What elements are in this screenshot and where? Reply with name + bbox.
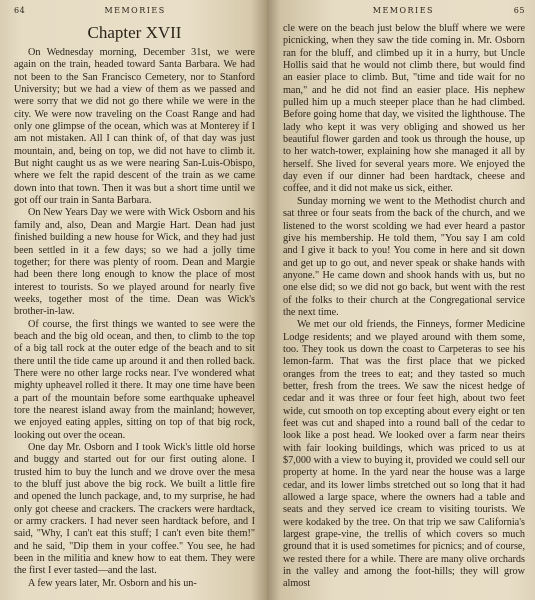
right-page-number: 65: [513, 6, 525, 15]
left-page-text: [14, 47, 255, 590]
left-running-head-spacer: [245, 6, 255, 15]
paragraph: cle were on the beach just below the bluff where we were picnicking, when they saw the tide coming in. Mr. Osborn ran for the bluff, and climbed up it in a hurry, but Uncle Hollis said that he would not climb there, but would find an easier place to climb. But, "time and tide wait for no man," and he did not find an easier place. His nephew pulled him up a much steeper place than he had climbed. Before going home that day, we visited the lighthouse. The lady who kept it was very obliging and showed us her beautiful flower garden and took us through the house, up to her watch-tower, explaining how she managed it all by herself. She lived for several years more. We enjoyed the day even if our dinner had been hardtack, cheese and coffee, and it did not make us sick, either.: [283, 23, 525, 195]
paragraph: Sunday morning we went to the Methodist church and sat three or four seats from the back of the church, and we listened to the worst scolding we had ever heard a pastor give his membership. He told them, "You say I am cold and I give it back to you! You come in here and sit down and get up to go out, and never speak or shake hands with anyone." He came down and shook hands with us, but no one else did; so we did not go back, but went with the rest of the folks to their church at the Congregational service the next time.: [283, 195, 525, 318]
paragraph: Of course, the first things we wanted to see were the beach and the big old ocean, and then, to climb to the top of a big tall rock at the outer edge of the beach and to sit there until the tide came up around it and then rolled back. There were no other large rocks near. I've wondered what mighty upheavel rolled it there. It may one time have been a part of the mountain before some earthquake upheavel tore the nearest island away from the mainland; however, we enjoyed eating apples, sitting on top of that big rock, looking out over the ocean.: [14, 318, 255, 441]
right-page: [267, 0, 535, 600]
right-running-title: MEMORIES: [372, 6, 435, 15]
right-running-head: [283, 6, 525, 15]
chapter-title: Chapter XVII: [87, 23, 182, 42]
right-running-head-spacer: [283, 6, 293, 15]
right-page-text: [283, 23, 525, 591]
paragraph: We met our old friends, the Finneys, former Medicine Lodge residents; and we played around with them some, too. They took us down the coast to Carpeteras to see his lemon-farm. That was the first place that we picked oranges from the trees to eat; and they tasted so much better, fresh from the trees. We saw the nicest hedge of cedar and it was three or four feet high, about two feet wide, cut smooth on top excepting about every eight or ten feet was cut and shaped into a round ball of the cedar to look like a post head. We looked over a farm near theirs with fair looking buildings, which was priced to us at $7,000 with a view to buying it, provided we could sell our property at home. In the yard near the house was a large cedar, and its lower limbs stretched out so long that it had allowed a large space, where the owners had a table and seats and they served ice cream to visiting tourists. We were kodaked by the tree. On that trip we saw California's largest grape-vine, the trellis of which covers so much ground that it is used sometimes for picnics; and of course, we rested there for a while. There are many olive orchards in the valley and among the foot-hills; they will grow almost: [283, 319, 525, 590]
paragraph: On Wednesday morning, December 31st, we were again on the train, headed toward Santa Barbara. We had not been to the San Francisco Cemetery, nor to Stanford University; but we had a view of them as we passed and were sorry that we did not go there while we were in the city. We were now traveling on the Coast Range and had only one glimpse of the ocean, which was at Monterey if I am not mistaken. All I can think of, of that day was just mountain, and, being on top, we did not have to climb it. But night caught us as we were nearing San-Luis-Obispo, where we felt the rapid descent of the train as we came down into that town. Then it was but a short time until we got off our train in Santa Barbara.: [14, 47, 255, 207]
paragraph: On New Years Day we were with Wick Osborn and his family and, also, Dean and Margie Hart. Dean had just finished building a new house for Wick, and they had just been settled in it a few days; so we had a jolly time together; for there was plenty of room. Dean and Margie had been there long enough to know the place of most interest to tourists. So we played around for nearly five weeks, together most of the time. Dean was Wick's brother-in-law.: [14, 207, 255, 318]
paragraph: One day Mr. Osborn and I took Wick's little old horse and buggy and started out for our first outing alone. I trusted him to buy the lunch and we drove over the mesa to the bluff just above the big rock. We built a little fire and opened the lunch package, and, to my surprise, he had only got cheese and crackers. The crackers were hardtack, or army crackers. I had never seen hardtack before, and I said, "Why, I can't eat this stuff; I can't even bite them!" and he said, "Dip them in your coffee." You see, he had been in the militia and knew how to eat them. They were the first I ever tasted—and the last.: [14, 442, 255, 577]
paragraph: A few years later, Mr. Osborn and his un-: [28, 577, 197, 589]
left-page-number: 64: [14, 6, 26, 15]
left-running-head: [14, 6, 255, 15]
left-page: [0, 0, 267, 600]
left-running-title: MEMORIES: [104, 6, 166, 15]
